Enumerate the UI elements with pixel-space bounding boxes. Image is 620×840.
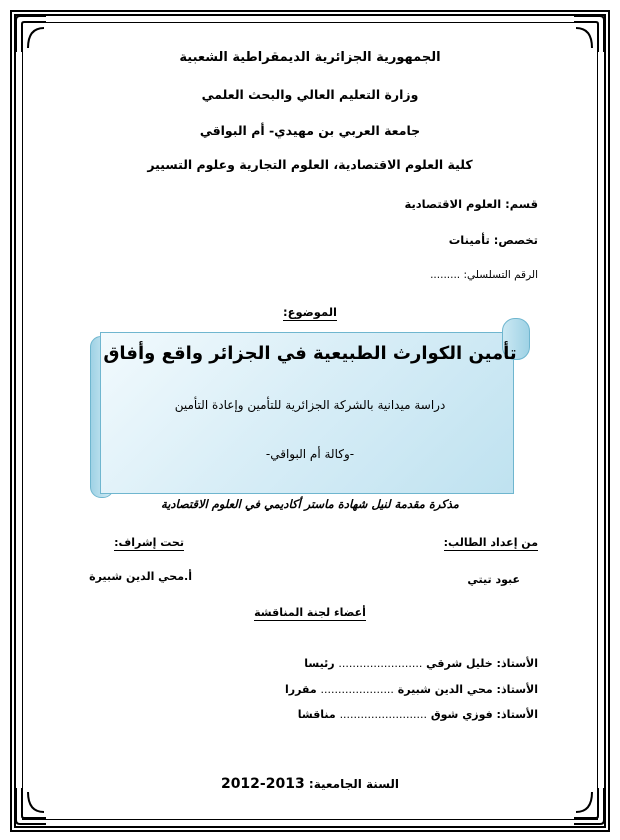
faculty-heading: كلية العلوم الاقتصادية، العلوم التجارية وعلوم التسيير: [147, 157, 473, 172]
committee-heading: أعضاء لجنة المناقشة: [254, 606, 366, 619]
corner-ornament-icon: [572, 786, 606, 826]
corner-ornament-icon: [14, 786, 48, 826]
prepared-by-label: من إعداد الطالب:: [443, 536, 538, 549]
department-line: قسم: العلوم الاقتصادية: [404, 197, 538, 211]
committee-member: [304, 657, 538, 670]
member-role: مناقشا: [297, 708, 336, 721]
member-role: رئيسا: [304, 657, 335, 670]
academic-year-label: السنة الجامعية:: [308, 777, 400, 791]
subject-label: الموضوع:: [283, 305, 337, 319]
member-name: الأستاذ: محي الدين شبيرة: [397, 683, 538, 696]
ministry-heading: وزارة التعليم العالي والبحث العلمي: [201, 87, 419, 102]
university-heading: جامعة العربي بن مهيدي- أم البواقي: [199, 123, 421, 138]
republic-heading: الجمهورية الجزائرية الديمقراطية الشعبية: [179, 50, 441, 65]
member-name: الأستاذ: خليل شرقي: [426, 657, 538, 670]
serial-number-line: الرقم التسلسلي: .........: [430, 269, 538, 281]
member-dots: ........................: [338, 657, 423, 670]
committee-member: [298, 708, 538, 721]
member-dots: .....................: [320, 683, 394, 696]
academic-year: [0, 776, 620, 792]
thesis-title: تأمين الكوارث الطبيعية في الجزائر واقع وأفاق: [103, 343, 517, 364]
thesis-subtitle: دراسة ميدانية بالشركة الجزائرية للتأمين وإعادة التأمين: [174, 398, 446, 412]
corner-ornament-icon: [14, 14, 48, 54]
corner-ornament-icon: [572, 14, 606, 54]
memo-statement: مذكرة مقدمة لنيل شهادة ماستر أكاديمي في العلوم الاقتصادية: [161, 497, 459, 511]
member-role: مقررا: [284, 683, 317, 696]
member-name: الأستاذ: فوزي شوق: [430, 708, 538, 721]
supervisor-name: أ.محي الدين شبيرة: [89, 570, 192, 583]
thesis-agency: -وكالة أم البواقي-: [265, 447, 355, 461]
specialty-line: تخصص: تأمينات: [448, 233, 538, 247]
committee-member: [285, 683, 538, 696]
academic-year-value: 2013-2012: [220, 776, 305, 792]
member-dots: .........................: [339, 708, 427, 721]
student-name: عبود تيتي: [467, 573, 520, 586]
supervision-label: تحت إشراف:: [114, 536, 184, 549]
